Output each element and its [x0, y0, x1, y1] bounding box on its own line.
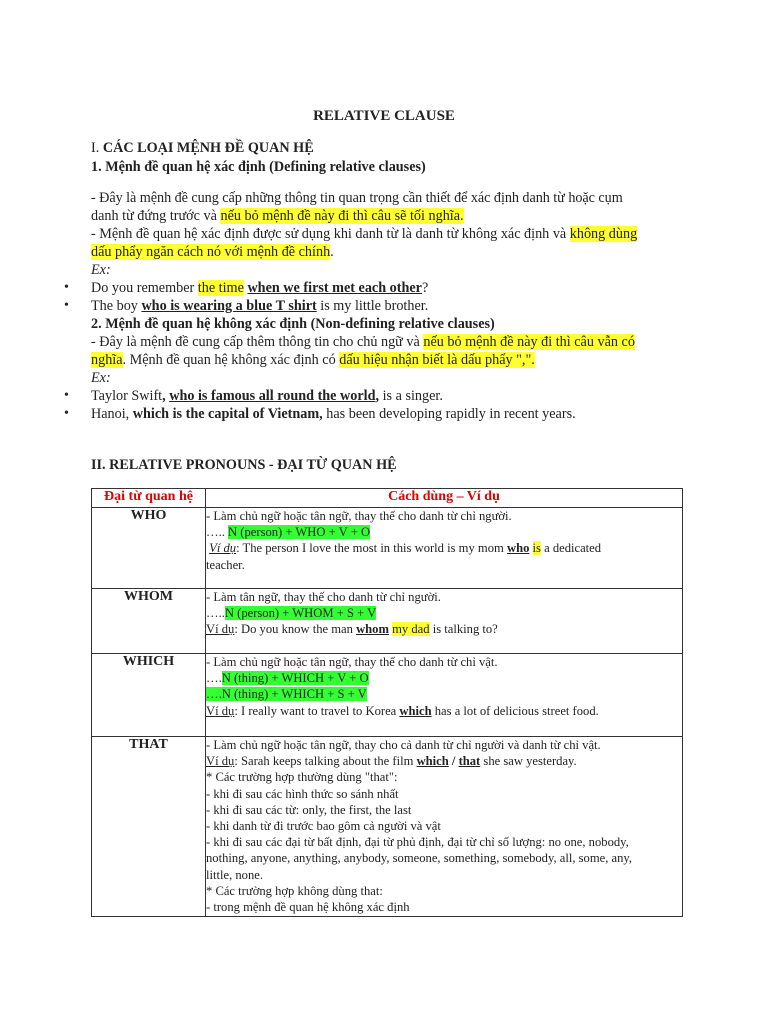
section-2-heading: II. RELATIVE PRONOUNS - ĐẠI TỪ QUAN HỆ — [91, 457, 397, 473]
defining-para-line-1: - Đây là mệnh đề cung cấp những thông tin quan trọng cần thiết để xác định danh từ hoặc cụm — [91, 190, 623, 206]
pronoun-that: THAT — [92, 737, 206, 917]
defining-para-line-4: dấu phẩy ngăn cách nó với mệnh đề chính. — [91, 244, 334, 260]
usage-which: - Làm chủ ngữ hoặc tân ngữ, thay thế cho danh từ chỉ vật. ….N (thing) + WHICH + V + O ….N (thing) + WHICH + S + V Ví dụ: I really want to travel to Korea which has a lot of delicious street food. — [206, 654, 683, 737]
pronoun-who: WHO — [92, 508, 206, 589]
bullet-icon: • — [64, 388, 69, 403]
bullet-icon: • — [64, 406, 69, 421]
nondefining-para-line-2: nghĩa. Mệnh đề quan hệ không xác định có dấu hiệu nhận biết là dấu phẩy ",". — [91, 352, 535, 368]
example-defining-2: The boy who is wearing a blue T shirt is my little brother. — [91, 298, 429, 314]
usage-who: - Làm chủ ngữ hoặc tân ngữ, thay thế cho danh từ chỉ người. ….. N (person) + WHO + V + O Ví dụ: The person I love the most in this world is my mom who is a dedicated teacher. — [206, 508, 683, 589]
defining-para-line-2: danh từ đứng trước và nếu bỏ mệnh đề này đi thì câu sẽ tối nghĩa. — [91, 208, 464, 224]
example-defining-1: Do you remember the time when we first met each other? — [91, 280, 429, 296]
table-header-row — [92, 489, 683, 508]
example-nondefining-1: Taylor Swift, who is famous all round the world, is a singer. — [91, 388, 443, 404]
section-1-heading: I. CÁC LOẠI MỆNH ĐỀ QUAN HỆ — [91, 140, 314, 156]
document-title: RELATIVE CLAUSE — [313, 108, 455, 124]
usage-whom: - Làm tân ngữ, thay thế cho danh từ chỉ người. …..N (person) + WHOM + S + V Ví dụ: Do you know the man whom my dad is talking to? — [206, 589, 683, 654]
table-header-pronoun: Đại từ quan hệ — [92, 489, 206, 508]
bullet-icon: • — [64, 280, 69, 295]
bullet-icon: • — [64, 298, 69, 313]
example-label-2: Ex: — [91, 370, 111, 386]
defining-para-line-3: - Mệnh đề quan hệ xác định được sử dụng khi danh từ là danh từ không xác định và không dùng — [91, 226, 638, 242]
nondefining-para-line-1: - Đây là mệnh đề cung cấp thêm thông tin cho chủ ngữ và nếu bỏ mệnh đề này đi thì câu vẫn có — [91, 334, 635, 350]
table-row — [92, 508, 683, 589]
pronoun-which: WHICH — [92, 654, 206, 737]
table-header-usage: Cách dùng – Ví dụ — [206, 489, 683, 508]
relative-pronoun-table — [91, 488, 683, 917]
example-nondefining-2: Hanoi, which is the capital of Vietnam, has been developing rapidly in recent years. — [91, 406, 576, 422]
usage-that: - Làm chủ ngữ hoặc tân ngữ, thay cho cả danh từ chỉ người và danh từ chỉ vật. Ví dụ: Sarah keeps talking about the film which / that she saw yesterday. * Các trường hợp thường dùng "that": - khi đi sau các hình thức so sánh nhất - khi đi sau các từ: only, the first, the last - khi danh từ đi trước bao gôm cả người và vật - khi đi sau các đại từ bất định, đại từ phủ định, đại từ chỉ số lượng: no one, nobody, nothing, anyone, anything, anybody, someone, something, somebody, all, some, any, little, none. * Các trường hợp không dùng that: - trong mệnh đề quan hệ không xác định — [206, 737, 683, 917]
subsection-2-heading: 2. Mệnh đề quan hệ không xác định (Non-defining relative clauses) — [91, 316, 495, 332]
table-row — [92, 589, 683, 654]
pronoun-whom: WHOM — [92, 589, 206, 654]
example-label-1: Ex: — [91, 262, 111, 278]
table-row — [92, 737, 683, 917]
subsection-1-heading: 1. Mệnh đề quan hệ xác định (Defining relative clauses) — [91, 159, 426, 175]
table-row — [92, 654, 683, 737]
